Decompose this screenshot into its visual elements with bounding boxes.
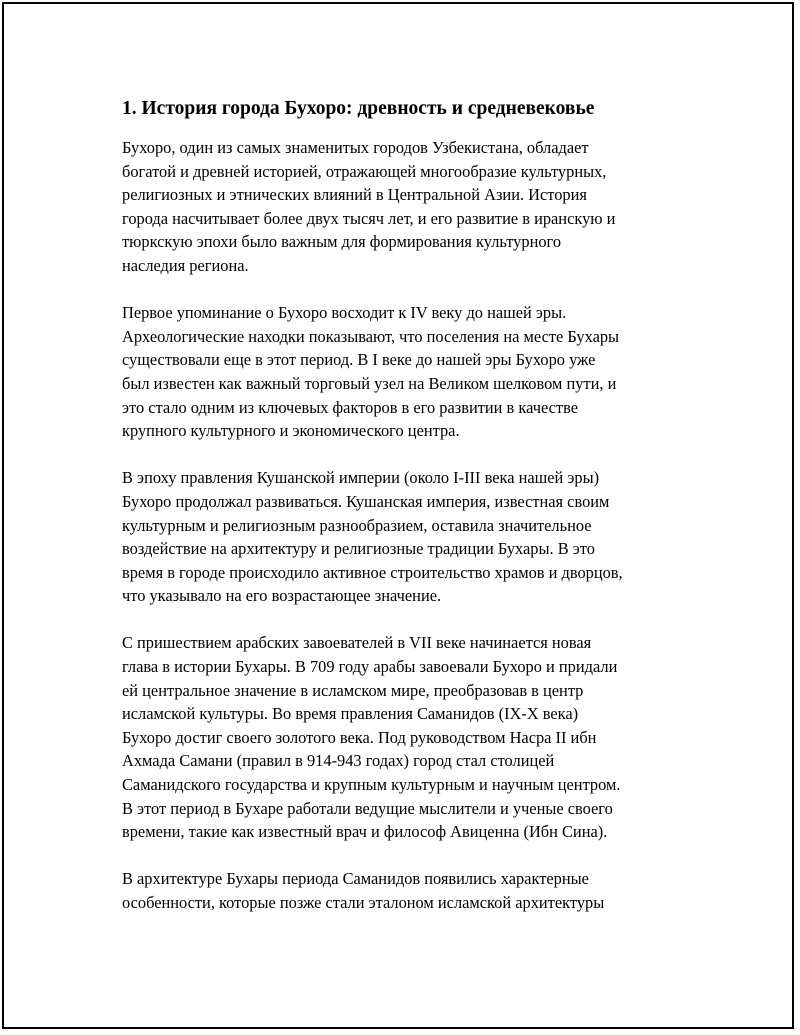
text-line: ей центральное значение в исламском мире, преобразовав в центр [122,680,584,700]
text-line: наследия региона. [122,255,249,275]
paragraph-3 [122,466,702,608]
paragraph-1 [122,136,702,278]
text-line: Бухоро достиг своего золотого века. Под руководством Насра II ибн [122,727,597,747]
text-line: культурным и религиозным разнообразием, оставила значительное [122,515,592,535]
text-line: существовали еще в этот период. В I веке до нашей эры Бухоро уже [122,350,596,370]
text-line: времени, такие как известный врач и философ Авиценна (Ибн Сина). [122,822,608,842]
paragraph-spacer [122,443,702,467]
text-line: был известен как важный торговый узел на Великом шелковом пути, и [122,373,617,393]
text-line: что указывало на его возрастающее значение. [122,586,442,606]
text-line: особенности, которые позже стали эталоном исламской архитектуры [122,893,605,912]
text-line: тюркскую эпохи было важным для формирования культурного [122,232,562,252]
paragraph-spacer [122,278,702,302]
text-line: Археологические находки показывают, что поселения на месте Бухары [122,326,620,346]
page-frame [2,2,794,1029]
text-line: В архитектуре Бухары периода Саманидов появились характерные [122,869,589,889]
text-line: глава в истории Бухары. В 709 году арабы завоевали Бухоро и придали [122,657,618,677]
text-line: Первое упоминание о Бухоро восходит к IV веку до нашей эры. [122,303,567,323]
text-line: богатой и древней историей, отражающей многообразие культурных, [122,161,607,181]
text-line: религиозных и этнических влияний в Центральной Азии. История [122,185,587,205]
paragraph-2 [122,301,702,443]
page-title: 1. История города Бухоро: древность и средневековье [122,98,595,119]
text-line: воздействие на архитектуру и религиозные традиции Бухары. В это [122,539,595,559]
text-line: Бухоро, один из самых знаменитых городов Узбекистана, обладает [122,138,589,157]
paragraph-spacer [122,844,702,868]
text-line: города насчитывает более двух тысяч лет, и его развитие в иранскую и [122,208,616,228]
text-line: Саманидского государства и крупным культурным и научным центром. [122,775,621,795]
text-line: крупного культурного и экономического центра. [122,421,460,441]
text-line: это стало одним из ключевых факторов в его развитии в качестве [122,397,578,417]
text-line: Бухоро продолжал развиваться. Кушанская империя, известная своим [122,491,610,511]
text-line: время в городе происходило активное строительство храмов и дворцов, [122,562,623,582]
paragraph-5 [122,867,702,914]
text-line: Ахмада Самани (правил в 914-943 годах) город стал столицей [122,751,555,771]
text-line: исламской культуры. Во время правления Саманидов (IX-X века) [122,704,579,724]
text-line: В эпоху правления Кушанской империи (около I-III века нашей эры) [122,468,600,488]
text-line: С пришествием арабских завоевателей в VII веке начинается новая [122,633,592,653]
document-body [122,94,702,915]
paragraph-4 [122,631,702,843]
text-line: В этот период в Бухаре работали ведущие мыслители и ученые своего [122,798,613,818]
paragraph-spacer [122,608,702,632]
